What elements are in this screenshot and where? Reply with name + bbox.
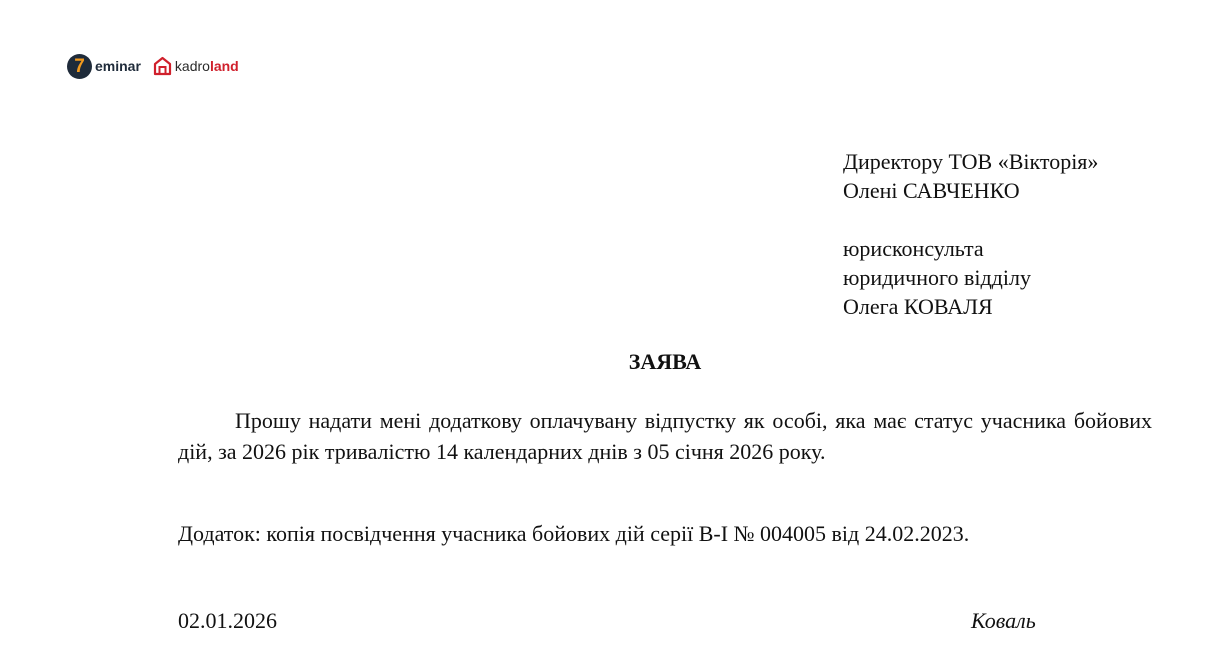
sender-name: Олега КОВАЛЯ <box>843 294 993 319</box>
document-date: 02.01.2026 <box>178 608 277 633</box>
kadroland-wordmark-part2: land <box>209 58 239 74</box>
application-body: Прошу надати мені додаткову оплачувану відпустку як особі, яка має статус учасника бойових дій, за 2026 рік тривалістю 14 календарних днів з 05 січня 2026 року. <box>178 408 1152 464</box>
seminar-badge-icon <box>67 54 92 79</box>
attachment-note: Додаток: копія посвідчення учасника бойових дій серії В-І № 004005 від 24.02.2023. <box>178 521 970 546</box>
kadroland-wordmark <box>175 58 239 74</box>
seminar-logo <box>67 54 141 79</box>
sender-block <box>843 234 1031 321</box>
sender-position: юрисконсульта <box>843 236 984 261</box>
seminar-wordmark: eminar <box>95 58 141 74</box>
document-title: ЗАЯВА <box>628 349 702 374</box>
signature: Коваль <box>971 608 1036 633</box>
recipient-name: Олені САВЧЕНКО <box>843 178 1020 203</box>
logo-bar <box>67 53 239 79</box>
kadroland-logo <box>153 56 239 76</box>
recipient-block <box>843 147 1098 205</box>
sender-department: юридичного відділу <box>843 265 1031 290</box>
seminar-digit: 7 <box>74 55 85 77</box>
recipient-position: Директору ТОВ «Вікторія» <box>843 149 1099 174</box>
kadroland-wordmark-part1: kadro <box>174 58 210 74</box>
house-icon <box>153 56 172 76</box>
